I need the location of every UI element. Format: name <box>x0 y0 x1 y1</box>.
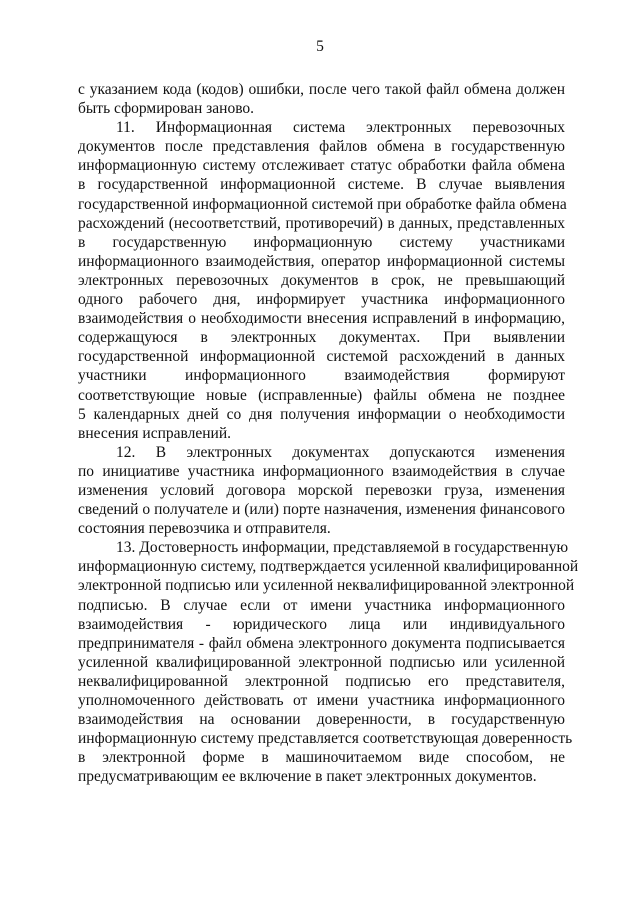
text-line: 5 календарных дней со дня получения информации о необходимости <box>78 405 565 423</box>
text-line: с указанием кода (кодов) ошибки, после чего такой файл обмена должен <box>78 81 565 98</box>
text-line: взаимодействия на основании доверенности, в государственную <box>78 711 565 729</box>
text-line: 13. Достоверность информации, представляемой в государственную <box>116 539 569 557</box>
text-line: документов после представления файлов обмена в государственную <box>78 138 565 156</box>
text-line: государственной информационной системой при обработке файла обмена <box>78 195 567 213</box>
text-line: взаимодействия - юридического лица или индивидуального <box>78 615 565 633</box>
text-line: взаимодействия о необходимости внесения исправлений в информацию, <box>78 310 565 328</box>
paragraph-item-12 <box>78 443 565 538</box>
text-line: 11. Информационная система электронных перевозочных <box>116 119 565 137</box>
text-line: изменения условий договора морской перевозки груза, изменения <box>78 481 565 499</box>
text-line: соответствующие новые (исправленные) файлы обмена не позднее <box>78 386 565 404</box>
text-line: 12. В электронных документах допускаются изменения <box>116 443 565 461</box>
paragraph-item-13 <box>78 538 579 786</box>
paragraph-continuation <box>78 80 565 118</box>
text-line: в государственную информационную систему участниками <box>78 233 565 251</box>
text-line: информационную систему представляется соответствующая доверенность <box>78 730 573 748</box>
text-line: уполномоченного действовать от имени участника информационного <box>78 692 565 709</box>
text-line: усиленной квалифицированной электронной подписью или усиленной <box>78 653 565 671</box>
text-line: в электронной форме в машиночитаемом виде способом, не <box>78 749 565 767</box>
text-line: быть сформирован заново. <box>78 100 255 118</box>
text-line: предпринимателя - файл обмена электронного документа подписывается <box>78 634 565 652</box>
paragraph-item-11 <box>78 118 565 443</box>
text-line: предусматривающим ее включение в пакет электронных документов. <box>78 768 537 786</box>
text-line: сведений о получателе и (или) порте назначения, изменения финансового <box>78 501 565 519</box>
text-line: информационную систему отслеживает статус обработки файла обмена <box>78 157 565 175</box>
text-line: в государственной информационной системе. В случае выявления <box>78 176 565 194</box>
text-line: содержащуюся в электронных документах. При выявлении <box>78 329 565 347</box>
text-line: участники информационного взаимодействия формируют <box>78 367 565 385</box>
text-line: электронной подписью или усиленной неквалифицированной электронной <box>78 577 575 595</box>
text-line: неквалифицированной электронной подписью его представителя, <box>78 672 565 690</box>
text-line: состояния перевозчика и отправителя. <box>78 520 331 538</box>
text-line: по инициативе участника информационного взаимодействия в случае <box>78 462 565 480</box>
page-number: 5 <box>316 38 324 55</box>
text-line: электронных перевозочных документов в срок, не превышающий <box>78 271 565 289</box>
text-line: расхождений (несоответствий, противоречий) в данных, представленных <box>78 214 565 232</box>
text-line: внесения исправлений. <box>78 424 232 442</box>
document-body <box>78 80 579 786</box>
text-line: информационную систему, подтверждается усиленной квалифицированной <box>78 558 579 576</box>
text-line: подписью. В случае если от имени участника информационного <box>78 596 565 614</box>
text-line: информационного взаимодействия, оператор информационной системы <box>78 252 565 270</box>
text-line: одного рабочего дня, информирует участника информационного <box>78 291 565 309</box>
text-line: государственной информационной системой расхождений в данных <box>78 348 565 366</box>
